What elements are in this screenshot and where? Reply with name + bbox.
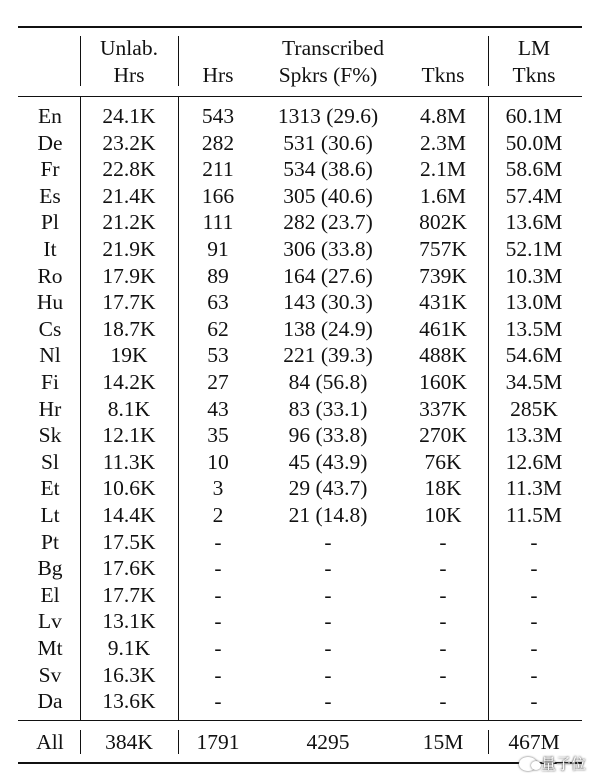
vline-body-2	[178, 97, 179, 720]
header-unlab-line1: Unlab.	[100, 36, 158, 60]
cell-spkrs: 305 (40.6)	[283, 183, 373, 208]
cell-hrs: 166	[201, 183, 235, 208]
cell-lang: En	[38, 104, 62, 128]
cell-spkrs: -	[324, 636, 332, 660]
cell-lm: -	[530, 662, 538, 687]
cell-tkns: 18K	[424, 476, 462, 501]
vline-header-1	[80, 36, 81, 86]
cell-lang: Pt	[41, 529, 59, 554]
total-lang: All	[36, 730, 64, 754]
total-spkrs: 4295	[306, 730, 350, 754]
cell-lang: Fi	[41, 370, 59, 394]
cell-lang: De	[37, 130, 63, 155]
cell-unlab: 17.5K	[102, 529, 156, 554]
cell-lang: Ro	[37, 263, 63, 288]
cell-spkrs: 45 (43.9)	[288, 449, 368, 474]
header-lm-line2: Tkns	[512, 63, 556, 87]
cell-hrs: 543	[201, 104, 235, 128]
cell-unlab: 14.4K	[102, 503, 156, 527]
cell-tkns: 488K	[419, 343, 467, 368]
wechat-icon	[519, 757, 537, 771]
cell-spkrs: 96 (33.8)	[288, 423, 368, 448]
cell-hrs: 10	[207, 449, 229, 474]
vline-body-3	[488, 97, 489, 720]
cell-unlab: 24.1K	[102, 104, 156, 128]
cell-unlab: 14.2K	[102, 370, 156, 394]
total-hrs: 1791	[196, 730, 240, 754]
cell-lang: Lt	[40, 503, 60, 527]
cell-hrs: 35	[207, 423, 229, 448]
cell-spkrs: -	[324, 556, 332, 581]
bottom-rule	[18, 762, 582, 764]
cell-hrs: -	[214, 582, 222, 607]
cell-unlab: 17.7K	[102, 582, 156, 607]
cell-lang: Es	[39, 183, 61, 208]
cell-hrs: -	[214, 529, 222, 554]
cell-hrs: 2	[212, 503, 224, 527]
cell-tkns: 4.8M	[420, 104, 466, 128]
cell-spkrs: -	[324, 689, 332, 714]
cell-hrs: -	[214, 689, 222, 714]
cell-tkns: 757K	[419, 237, 467, 261]
cell-lang: Hu	[36, 290, 64, 315]
vline-header-3	[488, 36, 489, 86]
total-lm: 467M	[508, 730, 560, 754]
cell-hrs: 111	[202, 210, 234, 235]
header-lm-line1: LM	[517, 36, 551, 60]
cell-unlab: 16.3K	[102, 662, 156, 687]
cell-tkns: 431K	[419, 290, 467, 315]
cell-unlab: 21.9K	[102, 237, 156, 261]
cell-lm: 52.1M	[505, 237, 563, 261]
cell-lang: It	[43, 237, 57, 261]
cell-lang: Mt	[37, 636, 63, 660]
cell-hrs: 89	[207, 263, 229, 288]
cell-unlab: 12.1K	[102, 423, 156, 448]
cell-tkns: 337K	[419, 396, 467, 421]
cell-unlab: 13.1K	[102, 609, 156, 634]
total-unlab: 384K	[105, 730, 153, 754]
cell-lm: 34.5M	[505, 370, 563, 394]
cell-lm: -	[530, 529, 538, 554]
cell-lang: Cs	[38, 316, 62, 341]
cell-tkns: 2.1M	[420, 157, 466, 182]
cell-unlab: 19K	[110, 343, 148, 368]
vline-total-1	[80, 730, 81, 754]
cell-lang: Sk	[38, 423, 62, 448]
cell-lm: 13.3M	[505, 423, 563, 448]
total-rule	[18, 720, 582, 721]
cell-tkns: 160K	[419, 370, 467, 394]
header-hrs: Hrs	[202, 63, 234, 87]
cell-lm: 12.6M	[505, 449, 563, 474]
cell-hrs: 91	[207, 237, 229, 261]
header-unlab-line2: Hrs	[113, 63, 145, 87]
cell-hrs: -	[214, 609, 222, 634]
vline-body-1	[80, 97, 81, 720]
cell-hrs: -	[214, 636, 222, 660]
cell-spkrs: 221 (39.3)	[283, 343, 373, 368]
cell-lang: Lv	[38, 609, 62, 634]
cell-spkrs: -	[324, 529, 332, 554]
cell-unlab: 22.8K	[102, 157, 156, 182]
cell-spkrs: 282 (23.7)	[283, 210, 373, 235]
cell-lang: Fr	[40, 157, 60, 182]
cell-lm: 13.0M	[505, 290, 563, 315]
cell-lm: 58.6M	[505, 157, 563, 182]
cell-lm: 57.4M	[505, 183, 563, 208]
cell-tkns: -	[439, 689, 447, 714]
cell-unlab: 17.7K	[102, 290, 156, 315]
cell-lm: -	[530, 636, 538, 660]
cell-spkrs: 143 (30.3)	[283, 290, 373, 315]
cell-hrs: 53	[207, 343, 229, 368]
cell-unlab: 17.9K	[102, 263, 156, 288]
cell-unlab: 21.2K	[102, 210, 156, 235]
cell-hrs: 43	[207, 396, 229, 421]
cell-tkns: 1.6M	[420, 183, 466, 208]
cell-spkrs: 164 (27.6)	[283, 263, 373, 288]
cell-tkns: 461K	[419, 316, 467, 341]
cell-spkrs: -	[324, 609, 332, 634]
cell-hrs: 282	[201, 130, 235, 155]
cell-lang: Da	[37, 689, 63, 714]
cell-unlab: 8.1K	[107, 396, 151, 421]
cell-tkns: 270K	[419, 423, 467, 448]
cell-tkns: 76K	[424, 449, 462, 474]
cell-lm: 60.1M	[505, 104, 563, 128]
cell-spkrs: 21 (14.8)	[288, 503, 368, 527]
cell-unlab: 10.6K	[102, 476, 156, 501]
cell-tkns: -	[439, 609, 447, 634]
cell-hrs: 27	[207, 370, 229, 394]
vline-header-2	[178, 36, 179, 86]
cell-lang: Nl	[39, 343, 61, 368]
cell-unlab: 13.6K	[102, 689, 156, 714]
cell-spkrs: 1313 (29.6)	[277, 104, 379, 128]
header-transcribed-group: Transcribed	[282, 36, 384, 60]
cell-tkns: 2.3M	[420, 130, 466, 155]
cell-spkrs: 138 (24.9)	[283, 316, 373, 341]
cell-lm: 54.6M	[505, 343, 563, 368]
cell-lang: Pl	[41, 210, 59, 235]
cell-tkns: 739K	[419, 263, 467, 288]
cell-tkns: 10K	[424, 503, 462, 527]
cell-tkns: -	[439, 662, 447, 687]
cell-lang: Sv	[38, 662, 62, 687]
cell-spkrs: 83 (33.1)	[288, 396, 368, 421]
cell-lm: -	[530, 689, 538, 714]
cell-tkns: 802K	[419, 210, 467, 235]
header-rule	[18, 96, 582, 97]
cell-hrs: 62	[207, 316, 229, 341]
cell-unlab: 23.2K	[102, 130, 156, 155]
cell-lm: 11.5M	[506, 503, 562, 527]
cell-lm: 13.5M	[505, 316, 563, 341]
cell-tkns: -	[439, 636, 447, 660]
cell-lm: -	[530, 582, 538, 607]
vline-total-2	[178, 730, 179, 754]
cell-tkns: -	[439, 582, 447, 607]
cell-hrs: 63	[207, 290, 229, 315]
top-rule	[18, 26, 582, 28]
header-tkns: Tkns	[421, 63, 465, 87]
total-tkns: 15M	[422, 730, 464, 754]
cell-spkrs: 29 (43.7)	[288, 476, 368, 501]
cell-lang: Et	[40, 476, 60, 501]
cell-lm: 10.3M	[505, 263, 563, 288]
cell-hrs: -	[214, 662, 222, 687]
cell-hrs: 211	[202, 157, 234, 182]
header-spkrs: Spkrs (F%)	[278, 63, 378, 87]
cell-unlab: 9.1K	[107, 636, 151, 660]
vline-total-3	[488, 730, 489, 754]
cell-lang: Hr	[38, 396, 62, 421]
watermark-text: 量子位	[540, 755, 586, 773]
cell-tkns: -	[439, 529, 447, 554]
cell-lm: 50.0M	[505, 130, 563, 155]
watermark	[519, 753, 586, 774]
cell-lang: El	[40, 582, 60, 607]
cell-unlab: 18.7K	[102, 316, 156, 341]
cell-spkrs: -	[324, 662, 332, 687]
cell-spkrs: 306 (33.8)	[283, 237, 373, 261]
cell-unlab: 11.3K	[102, 449, 156, 474]
cell-lang: Bg	[37, 556, 63, 581]
cell-lm: 285K	[510, 396, 558, 421]
cell-spkrs: 534 (38.6)	[283, 157, 373, 182]
cell-unlab: 17.6K	[102, 556, 156, 581]
cell-lm: 11.3M	[506, 476, 562, 501]
cell-unlab: 21.4K	[102, 183, 156, 208]
cell-lm: 13.6M	[505, 210, 563, 235]
cell-spkrs: -	[324, 582, 332, 607]
cell-spkrs: 531 (30.6)	[283, 130, 373, 155]
cell-hrs: -	[214, 556, 222, 581]
cell-lm: -	[530, 609, 538, 634]
cell-lang: Sl	[41, 449, 59, 474]
cell-lm: -	[530, 556, 538, 581]
cell-tkns: -	[439, 556, 447, 581]
cell-hrs: 3	[212, 476, 224, 501]
cell-spkrs: 84 (56.8)	[288, 370, 368, 394]
